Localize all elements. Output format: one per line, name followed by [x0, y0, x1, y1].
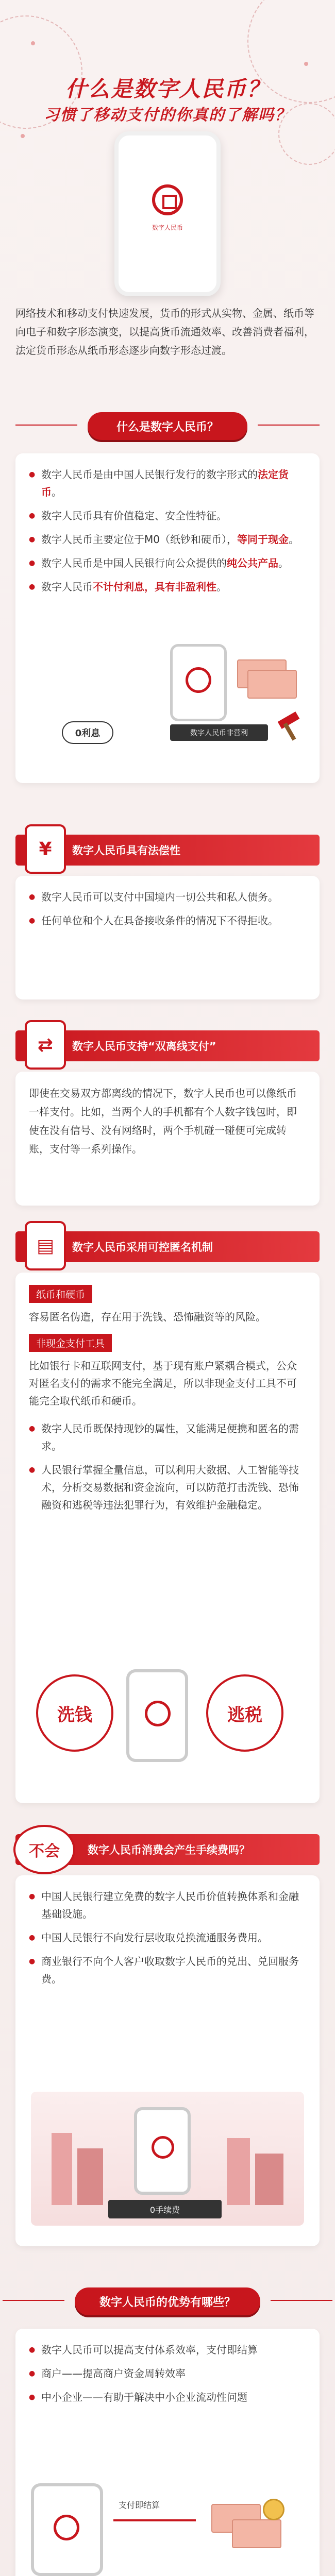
phone-icon: ¥: [25, 824, 66, 874]
section-anonymous-card: [15, 1273, 320, 1803]
banner-label: 数字人民币具有法偿性: [72, 844, 180, 857]
section-advantages-card: [15, 2329, 320, 2576]
section-title-advantages: 数字人民币的优势有哪些？: [75, 2287, 260, 2315]
arrow-line: [113, 2519, 196, 2521]
phone-small-illustration: [126, 1669, 188, 1762]
bank-card-icon: ▤: [25, 1221, 66, 1270]
deco-dot: [304, 62, 308, 66]
no-tax-evasion-icon: [206, 1674, 283, 1752]
bank-logo-icon: [152, 184, 183, 215]
phone-label: 数字人民币: [152, 224, 183, 231]
section-banner-anonymous: [15, 1231, 320, 1262]
bank-logo-icon: [152, 2136, 174, 2159]
building-icon: [77, 2148, 103, 2205]
intro-text: 网络技术和移动支付快速发展，货币的形式从实物、金属、纸币等向电子和数字形态演变，以提高货币流通效率、改善消费者福利，法定货币形态从纸币形态逐步向数字形态过渡。: [15, 307, 314, 357]
list-item: ● 任何单位和个人在具备接收条件的情况下不得拒收。: [29, 912, 306, 929]
deco-dot: [21, 134, 25, 138]
tag-noncash: 非现金支付工具: [29, 1334, 112, 1352]
section-banner-legal-tender: [15, 835, 320, 866]
pay-label: 支付即结算: [119, 2500, 160, 2510]
bank-logo-icon: [54, 2515, 79, 2540]
section-offline-card: [15, 1072, 320, 1206]
list-item: ● 数字人民币可以支付中国境内一切公共和私人债务。: [29, 888, 306, 906]
tag-cash: 纸币和硬币: [29, 1285, 92, 1303]
noncash-text: 比如银行卡和互联网支付，基于现有账户紧耦合模式，公众对匿名支付的需求不能完全满足，所以非现金支付工具不可能完全取代纸币和硬币。: [29, 1360, 297, 1407]
list-item: ● 中小企业——有助于解决中小企业流动性问题: [29, 2388, 306, 2406]
no-money-laundering-icon: [36, 1674, 113, 1752]
phone-small-illustration: [134, 2107, 191, 2195]
section-what-card: [15, 453, 320, 783]
coin-icon: [263, 2499, 284, 2520]
list-item: ● 数字人民币主要定位于M0（纸钞和硬币），等同于现金。: [29, 531, 306, 548]
zero-interest-badge: 0利息: [62, 721, 113, 744]
section-fees-card: [15, 1875, 320, 2246]
list-item: ● 数字人民币既保持现钞的属性，又能满足便携和匿名的需求。: [29, 1420, 306, 1455]
bullet-list: [29, 466, 306, 596]
list-item: ● 数字人民币不计付利息，具有非盈利性。: [29, 578, 306, 596]
list-item: ● 人民银行掌握全量信息，可以利用大数据、人工智能等技术，分析交易数据和资金流向，可以防范打击洗钱、恐怖融资和逃税等违法犯罪行为，有效维护金融稳定。: [29, 1461, 306, 1514]
bank-logo-icon: [186, 667, 211, 693]
banknote-icon: [247, 670, 297, 699]
building-icon: [52, 2133, 72, 2205]
phone-small-illustration: [170, 644, 227, 721]
section-title-what: 什么是数字人民币？: [88, 412, 247, 440]
zero-fee-label: 0手续费: [108, 2200, 222, 2218]
list-item: ● 数字人民币可以提高支付体系效率，支付即结算: [29, 2341, 306, 2359]
no-badge: 不会: [13, 1825, 75, 1874]
non-profit-label: 数字人民币非营利: [170, 724, 268, 741]
building-icon: [255, 2154, 283, 2205]
section-legal-card: [15, 876, 320, 999]
list-item: ● 商业银行不向个人客户收取数字人民币的兑出、兑回服务费。: [29, 1953, 306, 1988]
phone-icon: ⇄: [25, 1020, 66, 1070]
section-banner-offline: [15, 1030, 320, 1061]
banner-label: 数字人民币消费会产生手续费吗？: [88, 1844, 250, 1856]
gavel-icon: [273, 711, 304, 742]
list-item: ● 中国人民银行不向发行层收取兑换流通服务费用。: [29, 1929, 306, 1946]
city-illustration: [31, 2092, 304, 2226]
offline-text: 即使在交易双方都离线的情况下，数字人民币也可以像纸币一样支付。比如，当两个人的手机都有个人数字钱包时，即使在没有信号、没有网络时，两个手机碰一碰便可完成转账，支付等一系列操作。: [29, 1087, 297, 1155]
page-subtitle: 习惯了移动支付的你真的了解吗？: [44, 106, 291, 124]
list-item: ● 商户——提高商户资金周转效率: [29, 2365, 306, 2382]
illus-label: 洗钱: [57, 1704, 92, 1725]
page-title: 什么是数字人民币？: [65, 76, 270, 101]
cash-text: 容易匿名伪造，存在用于洗钱、恐怖融资等的风险。: [29, 1311, 266, 1323]
phone-illustration: [114, 131, 221, 296]
illus-label: 逃税: [227, 1704, 262, 1725]
list-item: ● 数字人民币是中国人民银行向公众提供的纯公共产品。: [29, 554, 306, 572]
banknote-icon: [232, 2519, 281, 2548]
phone-small-illustration: [31, 2483, 103, 2576]
bank-logo-icon: [145, 1701, 171, 1726]
deco-dot: [31, 41, 35, 45]
section-banner-fees: [15, 1834, 320, 1865]
list-item: ● 中国人民银行建立免费的数字人民币价值转换体系和金融基础设施。: [29, 1888, 306, 1923]
building-icon: [227, 2138, 250, 2205]
list-item: ● 数字人民币是由中国人民银行发行的数字形式的法定货币。: [29, 466, 306, 501]
banner-label: 数字人民币支持“双离线支付”: [72, 1040, 216, 1053]
banner-label: 数字人民币采用可控匿名机制: [72, 1241, 213, 1253]
list-item: ● 数字人民币具有价值稳定、安全性特征。: [29, 507, 306, 524]
